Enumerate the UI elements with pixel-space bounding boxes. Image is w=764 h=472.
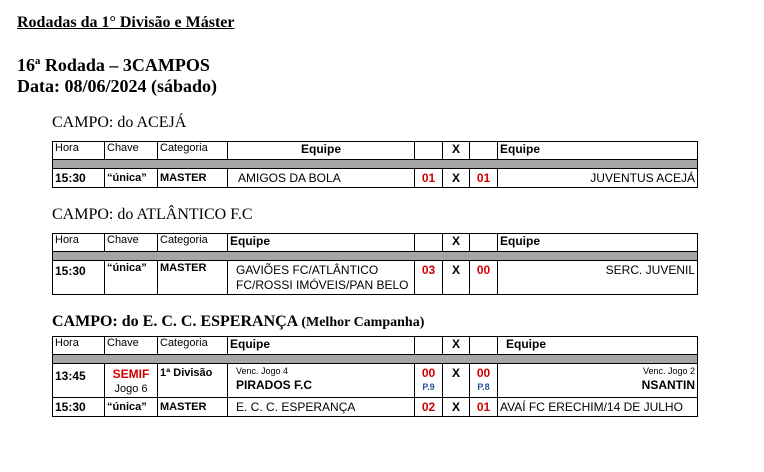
match-time: 15:30 <box>53 398 105 417</box>
col-chave: Chave <box>105 142 158 160</box>
home-team <box>228 261 415 295</box>
separator-bar <box>53 355 698 364</box>
campo-esperanca-table <box>52 336 698 417</box>
separator-bar <box>53 160 698 169</box>
col-equipe-away: Equipe <box>498 337 698 355</box>
away-team <box>498 364 698 398</box>
campo-atlantico-table <box>52 233 698 295</box>
round-title: 16ª Rodada – 3CAMPOS <box>17 55 210 75</box>
col-hora: Hora <box>53 234 105 252</box>
match-time: 13:45 <box>53 364 105 398</box>
away-score <box>470 364 498 398</box>
match-chave: “única” <box>105 398 158 417</box>
col-x: X <box>443 234 470 252</box>
away-penalties: P.8 <box>477 382 490 392</box>
match-chave <box>105 364 158 398</box>
home-score-value: 00 <box>421 366 436 380</box>
match-categoria: MASTER <box>158 398 228 417</box>
home-score <box>415 364 443 398</box>
home-penalties: P.9 <box>422 382 435 392</box>
col-chave: Chave <box>105 234 158 252</box>
table-row <box>53 261 698 295</box>
match-time: 15:30 <box>53 261 105 295</box>
col-chave: Chave <box>105 337 158 355</box>
match-stage: SEMIF <box>112 367 150 381</box>
col-categoria: Categoria <box>158 142 228 160</box>
col-categoria: Categoria <box>158 234 228 252</box>
match-categoria: 1ª Divisão <box>158 364 228 398</box>
versus-x: X <box>443 364 470 398</box>
away-score: 01 <box>470 398 498 417</box>
match-chave: “única” <box>105 169 158 188</box>
table-row <box>53 169 698 188</box>
away-team-note: Venc. Jogo 2 <box>642 366 695 376</box>
separator-bar <box>53 252 698 261</box>
home-score: 02 <box>415 398 443 417</box>
away-score: 01 <box>470 169 498 188</box>
col-x: X <box>443 142 470 160</box>
campo-aceja-title: CAMPO: do ACEJÁ <box>52 114 187 131</box>
match-time: 15:30 <box>53 169 105 188</box>
col-x: X <box>443 337 470 355</box>
home-team: E. C. C. ESPERANÇA <box>228 398 415 417</box>
round-heading <box>17 55 217 97</box>
home-team-name: PIRADOS F.C <box>236 378 313 392</box>
col-equipe-away: Equipe <box>498 142 698 160</box>
away-score: 00 <box>470 261 498 295</box>
away-team-name: NSANTIN <box>641 378 695 392</box>
versus-x: X <box>443 261 470 295</box>
home-team-line2: FC/ROSSI IMÓVEIS/PAN BELO <box>236 278 409 292</box>
col-equipe-home: Equipe <box>228 337 415 355</box>
campo-aceja-table <box>52 141 698 188</box>
campo-esperanca-name: CAMPO: do E. C. C. ESPERANÇA <box>52 313 298 330</box>
table-row <box>53 364 698 398</box>
match-game-number: Jogo 6 <box>114 383 148 395</box>
home-team-line1: GAVIÕES FC/ATLÂNTICO <box>236 263 379 277</box>
away-team: AVAÍ FC ERECHIM/14 DE JULHO <box>498 398 698 417</box>
home-score: 03 <box>415 261 443 295</box>
home-team <box>228 364 415 398</box>
away-team: SERC. JUVENIL <box>498 261 698 295</box>
table-row <box>53 398 698 417</box>
col-equipe-home: Equipe <box>228 234 415 252</box>
col-equipe-home: Equipe <box>228 142 415 160</box>
round-date: Data: 08/06/2024 (sábado) <box>17 76 218 96</box>
versus-x: X <box>443 398 470 417</box>
col-equipe-away: Equipe <box>498 234 698 252</box>
home-team-note: Venc. Jogo 4 <box>236 366 289 376</box>
match-chave: “única” <box>105 261 158 295</box>
away-score-value: 00 <box>476 366 491 380</box>
home-score: 01 <box>415 169 443 188</box>
campo-atlantico-title: CAMPO: do ATLÂNTICO F.C <box>52 206 253 223</box>
campo-esperanca-suffix: (Melhor Campanha) <box>301 315 425 330</box>
away-team: JUVENTUS ACEJÁ <box>498 169 698 188</box>
versus-x: X <box>443 169 470 188</box>
col-hora: Hora <box>53 337 105 355</box>
home-team: AMIGOS DA BOLA <box>228 169 415 188</box>
page-title: Rodadas da 1° Divisão e Máster <box>17 14 235 31</box>
campo-esperanca-title <box>52 313 424 331</box>
col-hora: Hora <box>53 142 105 160</box>
col-categoria: Categoria <box>158 337 228 355</box>
match-categoria: MASTER <box>158 261 228 295</box>
match-categoria: MASTER <box>158 169 228 188</box>
